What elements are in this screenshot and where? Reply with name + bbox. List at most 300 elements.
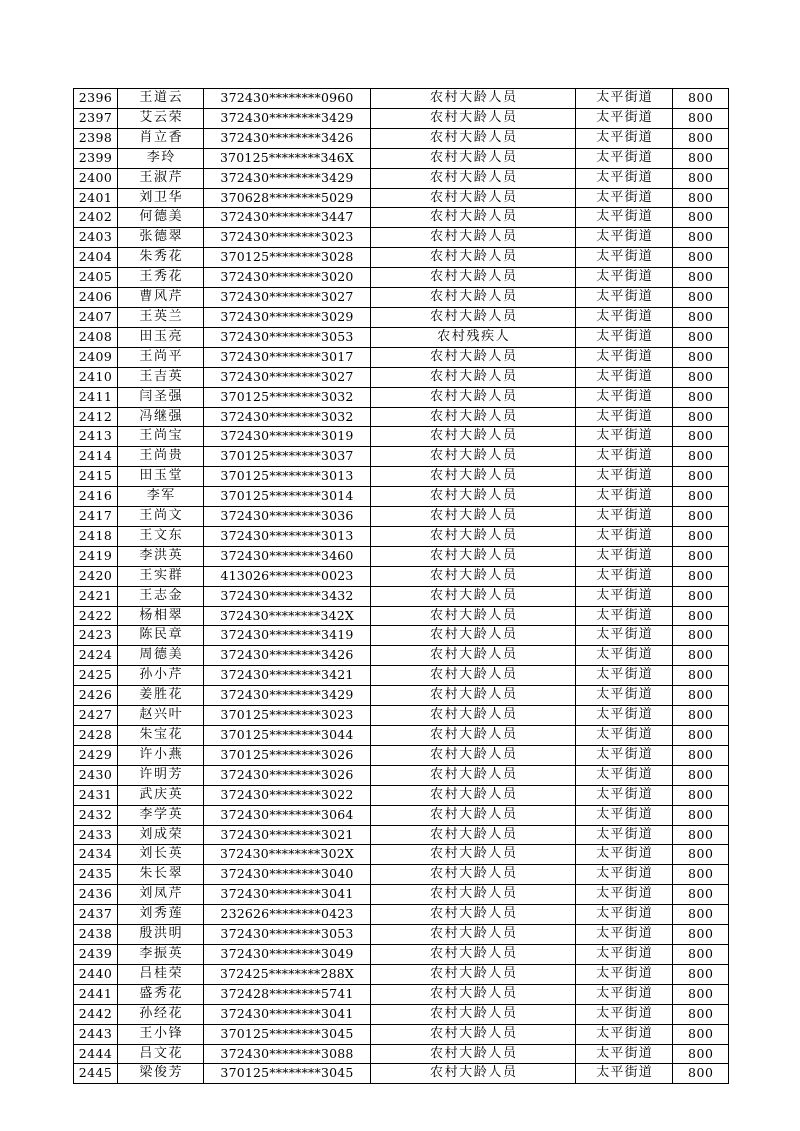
row-category: 农村大龄人员 (371, 1024, 576, 1044)
row-amount: 800 (673, 447, 729, 467)
row-category: 农村大龄人员 (371, 1064, 576, 1084)
table-row (74, 367, 729, 387)
row-category: 农村大龄人员 (371, 1004, 576, 1024)
row-person-name: 王秀花 (118, 268, 204, 288)
row-person-name: 陈民章 (118, 626, 204, 646)
row-person-name: 曹风芹 (118, 288, 204, 308)
row-id-number: 372430********3426 (204, 128, 371, 148)
row-amount: 800 (673, 845, 729, 865)
row-id-number: 372430********3447 (204, 208, 371, 228)
row-street: 太平街道 (576, 984, 673, 1004)
table-row (74, 566, 729, 586)
table-row (74, 526, 729, 546)
row-amount: 800 (673, 427, 729, 447)
row-sequence-number: 2407 (74, 307, 118, 327)
row-category: 农村大龄人员 (371, 168, 576, 188)
row-street: 太平街道 (576, 964, 673, 984)
table-row (74, 507, 729, 527)
row-sequence-number: 2444 (74, 1044, 118, 1064)
row-street: 太平街道 (576, 586, 673, 606)
row-sequence-number: 2441 (74, 984, 118, 1004)
row-sequence-number: 2416 (74, 487, 118, 507)
row-street: 太平街道 (576, 208, 673, 228)
row-person-name: 武庆英 (118, 785, 204, 805)
row-amount: 800 (673, 984, 729, 1004)
row-street: 太平街道 (576, 1024, 673, 1044)
row-category: 农村大龄人员 (371, 905, 576, 925)
row-id-number: 372430********3064 (204, 805, 371, 825)
row-id-number: 372430********0960 (204, 89, 371, 109)
row-amount: 800 (673, 606, 729, 626)
row-sequence-number: 2420 (74, 566, 118, 586)
table-row (74, 387, 729, 407)
row-person-name: 吕桂荣 (118, 964, 204, 984)
table-row (74, 805, 729, 825)
row-sequence-number: 2408 (74, 327, 118, 347)
row-amount: 800 (673, 586, 729, 606)
roster-table-body (74, 89, 729, 1084)
row-person-name: 吕文花 (118, 1044, 204, 1064)
table-row (74, 626, 729, 646)
row-id-number: 372430********3053 (204, 925, 371, 945)
row-street: 太平街道 (576, 248, 673, 268)
row-person-name: 朱宝花 (118, 726, 204, 746)
table-row (74, 108, 729, 128)
row-street: 太平街道 (576, 228, 673, 248)
row-id-number: 372430********3041 (204, 885, 371, 905)
row-category: 农村大龄人员 (371, 507, 576, 527)
row-sequence-number: 2411 (74, 387, 118, 407)
row-category: 农村大龄人员 (371, 526, 576, 546)
row-id-number: 372430********342X (204, 606, 371, 626)
row-amount: 800 (673, 546, 729, 566)
row-category: 农村大龄人员 (371, 367, 576, 387)
table-row (74, 944, 729, 964)
row-id-number: 370125********3045 (204, 1064, 371, 1084)
row-street: 太平街道 (576, 1044, 673, 1064)
row-amount: 800 (673, 726, 729, 746)
table-row (74, 327, 729, 347)
table-row (74, 128, 729, 148)
row-street: 太平街道 (576, 487, 673, 507)
row-sequence-number: 2412 (74, 407, 118, 427)
row-amount: 800 (673, 566, 729, 586)
row-street: 太平街道 (576, 765, 673, 785)
row-street: 太平街道 (576, 367, 673, 387)
row-category: 农村大龄人员 (371, 546, 576, 566)
table-row (74, 487, 729, 507)
row-street: 太平街道 (576, 427, 673, 447)
row-person-name: 田玉堂 (118, 467, 204, 487)
row-street: 太平街道 (576, 1004, 673, 1024)
row-street: 太平街道 (576, 128, 673, 148)
row-id-number: 370125********346X (204, 148, 371, 168)
row-id-number: 372430********3027 (204, 288, 371, 308)
row-person-name: 李军 (118, 487, 204, 507)
row-sequence-number: 2440 (74, 964, 118, 984)
table-row (74, 1024, 729, 1044)
row-sequence-number: 2428 (74, 726, 118, 746)
row-id-number: 372430********3429 (204, 108, 371, 128)
row-amount: 800 (673, 686, 729, 706)
row-street: 太平街道 (576, 89, 673, 109)
table-row (74, 925, 729, 945)
row-street: 太平街道 (576, 825, 673, 845)
row-amount: 800 (673, 825, 729, 845)
row-id-number: 372430********3032 (204, 407, 371, 427)
row-amount: 800 (673, 268, 729, 288)
row-amount: 800 (673, 526, 729, 546)
row-street: 太平街道 (576, 467, 673, 487)
row-amount: 800 (673, 1064, 729, 1084)
row-person-name: 王英兰 (118, 307, 204, 327)
row-sequence-number: 2421 (74, 586, 118, 606)
row-sequence-number: 2423 (74, 626, 118, 646)
table-row (74, 307, 729, 327)
row-person-name: 孙小芹 (118, 666, 204, 686)
row-person-name: 闫圣强 (118, 387, 204, 407)
row-amount: 800 (673, 288, 729, 308)
row-person-name: 何德美 (118, 208, 204, 228)
table-row (74, 706, 729, 726)
row-category: 农村大龄人员 (371, 745, 576, 765)
row-amount: 800 (673, 646, 729, 666)
table-row (74, 188, 729, 208)
row-street: 太平街道 (576, 407, 673, 427)
row-amount: 800 (673, 89, 729, 109)
row-person-name: 朱长翠 (118, 865, 204, 885)
table-row (74, 1004, 729, 1024)
row-category: 农村大龄人员 (371, 148, 576, 168)
row-category: 农村大龄人员 (371, 586, 576, 606)
row-category: 农村大龄人员 (371, 108, 576, 128)
table-row (74, 208, 729, 228)
row-sequence-number: 2433 (74, 825, 118, 845)
row-person-name: 王尚文 (118, 507, 204, 527)
row-person-name: 许明芳 (118, 765, 204, 785)
row-street: 太平街道 (576, 546, 673, 566)
row-id-number: 372430********3460 (204, 546, 371, 566)
row-person-name: 朱秀花 (118, 248, 204, 268)
row-person-name: 王实群 (118, 566, 204, 586)
row-amount: 800 (673, 805, 729, 825)
row-sequence-number: 2442 (74, 1004, 118, 1024)
row-id-number: 232626********0423 (204, 905, 371, 925)
table-row (74, 427, 729, 447)
row-category: 农村大龄人员 (371, 686, 576, 706)
row-category: 农村大龄人员 (371, 885, 576, 905)
row-amount: 800 (673, 307, 729, 327)
row-person-name: 周德美 (118, 646, 204, 666)
row-sequence-number: 2398 (74, 128, 118, 148)
row-category: 农村大龄人员 (371, 248, 576, 268)
row-amount: 800 (673, 327, 729, 347)
row-id-number: 372430********3022 (204, 785, 371, 805)
row-street: 太平街道 (576, 268, 673, 288)
row-sequence-number: 2426 (74, 686, 118, 706)
row-amount: 800 (673, 487, 729, 507)
row-street: 太平街道 (576, 785, 673, 805)
row-person-name: 王吉英 (118, 367, 204, 387)
table-row (74, 606, 729, 626)
roster-table (73, 88, 729, 1084)
row-person-name: 刘凤芹 (118, 885, 204, 905)
row-sequence-number: 2400 (74, 168, 118, 188)
row-category: 农村大龄人员 (371, 188, 576, 208)
row-person-name: 王尚宝 (118, 427, 204, 447)
row-category: 农村大龄人员 (371, 89, 576, 109)
row-sequence-number: 2434 (74, 845, 118, 865)
row-id-number: 372430********3429 (204, 168, 371, 188)
row-street: 太平街道 (576, 626, 673, 646)
row-category: 农村大龄人员 (371, 666, 576, 686)
row-id-number: 372430********3053 (204, 327, 371, 347)
row-person-name: 王淑芹 (118, 168, 204, 188)
row-person-name: 殷洪明 (118, 925, 204, 945)
row-id-number: 372430********3023 (204, 228, 371, 248)
row-category: 农村大龄人员 (371, 944, 576, 964)
row-id-number: 370125********3045 (204, 1024, 371, 1044)
row-sequence-number: 2414 (74, 447, 118, 467)
row-amount: 800 (673, 467, 729, 487)
table-row (74, 347, 729, 367)
table-row (74, 168, 729, 188)
row-sequence-number: 2437 (74, 905, 118, 925)
row-amount: 800 (673, 666, 729, 686)
row-id-number: 372430********3021 (204, 825, 371, 845)
row-person-name: 刘秀莲 (118, 905, 204, 925)
table-row (74, 745, 729, 765)
row-id-number: 372430********3049 (204, 944, 371, 964)
row-sequence-number: 2413 (74, 427, 118, 447)
row-category: 农村大龄人员 (371, 447, 576, 467)
row-street: 太平街道 (576, 188, 673, 208)
row-person-name: 盛秀花 (118, 984, 204, 1004)
row-id-number: 372430********3040 (204, 865, 371, 885)
row-amount: 800 (673, 964, 729, 984)
row-amount: 800 (673, 706, 729, 726)
row-amount: 800 (673, 208, 729, 228)
row-sequence-number: 2404 (74, 248, 118, 268)
table-row (74, 447, 729, 467)
table-row (74, 148, 729, 168)
table-row (74, 865, 729, 885)
row-amount: 800 (673, 188, 729, 208)
row-category: 农村大龄人员 (371, 307, 576, 327)
row-street: 太平街道 (576, 327, 673, 347)
row-amount: 800 (673, 347, 729, 367)
row-person-name: 田玉亮 (118, 327, 204, 347)
row-street: 太平街道 (576, 507, 673, 527)
row-category: 农村大龄人员 (371, 865, 576, 885)
table-row (74, 228, 729, 248)
row-amount: 800 (673, 168, 729, 188)
row-person-name: 刘长英 (118, 845, 204, 865)
row-category: 农村大龄人员 (371, 268, 576, 288)
row-person-name: 刘成荣 (118, 825, 204, 845)
row-sequence-number: 2415 (74, 467, 118, 487)
row-category: 农村大龄人员 (371, 128, 576, 148)
row-street: 太平街道 (576, 646, 673, 666)
row-category: 农村大龄人员 (371, 566, 576, 586)
table-row (74, 268, 729, 288)
row-person-name: 艾云荣 (118, 108, 204, 128)
row-id-number: 372430********3027 (204, 367, 371, 387)
table-row (74, 1044, 729, 1064)
row-id-number: 370125********3044 (204, 726, 371, 746)
row-id-number: 372430********3041 (204, 1004, 371, 1024)
table-row (74, 248, 729, 268)
table-row (74, 984, 729, 1004)
row-category: 农村大龄人员 (371, 347, 576, 367)
row-id-number: 372425********288X (204, 964, 371, 984)
row-street: 太平街道 (576, 566, 673, 586)
row-id-number: 372430********3020 (204, 268, 371, 288)
row-category: 农村大龄人员 (371, 726, 576, 746)
row-sequence-number: 2425 (74, 666, 118, 686)
table-row (74, 845, 729, 865)
table-row (74, 1064, 729, 1084)
row-street: 太平街道 (576, 865, 673, 885)
row-category: 农村大龄人员 (371, 208, 576, 228)
row-street: 太平街道 (576, 288, 673, 308)
row-street: 太平街道 (576, 168, 673, 188)
row-id-number: 372430********3426 (204, 646, 371, 666)
row-street: 太平街道 (576, 148, 673, 168)
row-category: 农村大龄人员 (371, 825, 576, 845)
table-row (74, 546, 729, 566)
row-sequence-number: 2438 (74, 925, 118, 945)
row-category: 农村大龄人员 (371, 706, 576, 726)
row-street: 太平街道 (576, 108, 673, 128)
row-category: 农村残疾人 (371, 327, 576, 347)
row-sequence-number: 2405 (74, 268, 118, 288)
row-id-number: 372430********3026 (204, 765, 371, 785)
row-amount: 800 (673, 507, 729, 527)
row-id-number: 372430********3419 (204, 626, 371, 646)
row-person-name: 刘卫华 (118, 188, 204, 208)
row-id-number: 372430********3013 (204, 526, 371, 546)
row-amount: 800 (673, 626, 729, 646)
table-row (74, 407, 729, 427)
table-row (74, 89, 729, 109)
row-id-number: 372430********3421 (204, 666, 371, 686)
row-category: 农村大龄人员 (371, 805, 576, 825)
table-row (74, 666, 729, 686)
row-amount: 800 (673, 745, 729, 765)
row-street: 太平街道 (576, 1064, 673, 1084)
row-sequence-number: 2406 (74, 288, 118, 308)
row-person-name: 李洪英 (118, 546, 204, 566)
row-street: 太平街道 (576, 307, 673, 327)
row-sequence-number: 2439 (74, 944, 118, 964)
row-sequence-number: 2445 (74, 1064, 118, 1084)
roster-table-container (73, 88, 728, 1084)
table-row (74, 885, 729, 905)
table-row (74, 905, 729, 925)
row-street: 太平街道 (576, 805, 673, 825)
row-sequence-number: 2403 (74, 228, 118, 248)
row-id-number: 372430********3019 (204, 427, 371, 447)
row-category: 农村大龄人员 (371, 964, 576, 984)
row-street: 太平街道 (576, 606, 673, 626)
row-sequence-number: 2399 (74, 148, 118, 168)
row-amount: 800 (673, 407, 729, 427)
row-street: 太平街道 (576, 745, 673, 765)
row-category: 农村大龄人员 (371, 1044, 576, 1064)
row-sequence-number: 2432 (74, 805, 118, 825)
table-row (74, 765, 729, 785)
row-sequence-number: 2402 (74, 208, 118, 228)
row-amount: 800 (673, 1044, 729, 1064)
row-id-number: 370125********3026 (204, 745, 371, 765)
row-id-number: 372430********3029 (204, 307, 371, 327)
row-person-name: 孙经花 (118, 1004, 204, 1024)
row-category: 农村大龄人员 (371, 228, 576, 248)
row-id-number: 372430********3017 (204, 347, 371, 367)
row-person-name: 冯继强 (118, 407, 204, 427)
row-street: 太平街道 (576, 347, 673, 367)
row-street: 太平街道 (576, 944, 673, 964)
row-category: 农村大龄人员 (371, 646, 576, 666)
row-person-name: 许小燕 (118, 745, 204, 765)
row-sequence-number: 2409 (74, 347, 118, 367)
row-id-number: 370125********3032 (204, 387, 371, 407)
row-street: 太平街道 (576, 526, 673, 546)
row-id-number: 370125********3013 (204, 467, 371, 487)
row-person-name: 李振英 (118, 944, 204, 964)
table-row (74, 726, 729, 746)
row-category: 农村大龄人员 (371, 626, 576, 646)
row-amount: 800 (673, 885, 729, 905)
row-id-number: 372430********3429 (204, 686, 371, 706)
row-person-name: 张德翠 (118, 228, 204, 248)
row-id-number: 370628********5029 (204, 188, 371, 208)
row-category: 农村大龄人员 (371, 407, 576, 427)
row-category: 农村大龄人员 (371, 925, 576, 945)
row-sequence-number: 2436 (74, 885, 118, 905)
row-person-name: 杨相翠 (118, 606, 204, 626)
row-amount: 800 (673, 944, 729, 964)
row-sequence-number: 2401 (74, 188, 118, 208)
row-category: 农村大龄人员 (371, 984, 576, 1004)
row-person-name: 李玲 (118, 148, 204, 168)
row-sequence-number: 2418 (74, 526, 118, 546)
row-street: 太平街道 (576, 845, 673, 865)
row-id-number: 370125********3028 (204, 248, 371, 268)
row-category: 农村大龄人员 (371, 785, 576, 805)
row-street: 太平街道 (576, 706, 673, 726)
row-amount: 800 (673, 785, 729, 805)
row-amount: 800 (673, 367, 729, 387)
row-amount: 800 (673, 387, 729, 407)
row-id-number: 370125********3037 (204, 447, 371, 467)
table-row (74, 467, 729, 487)
row-amount: 800 (673, 128, 729, 148)
row-street: 太平街道 (576, 726, 673, 746)
row-person-name: 王尚贵 (118, 447, 204, 467)
row-person-name: 李学英 (118, 805, 204, 825)
row-street: 太平街道 (576, 885, 673, 905)
row-sequence-number: 2419 (74, 546, 118, 566)
row-sequence-number: 2429 (74, 745, 118, 765)
table-row (74, 586, 729, 606)
row-person-name: 梁俊芳 (118, 1064, 204, 1084)
row-amount: 800 (673, 765, 729, 785)
row-sequence-number: 2435 (74, 865, 118, 885)
row-street: 太平街道 (576, 666, 673, 686)
table-row (74, 646, 729, 666)
